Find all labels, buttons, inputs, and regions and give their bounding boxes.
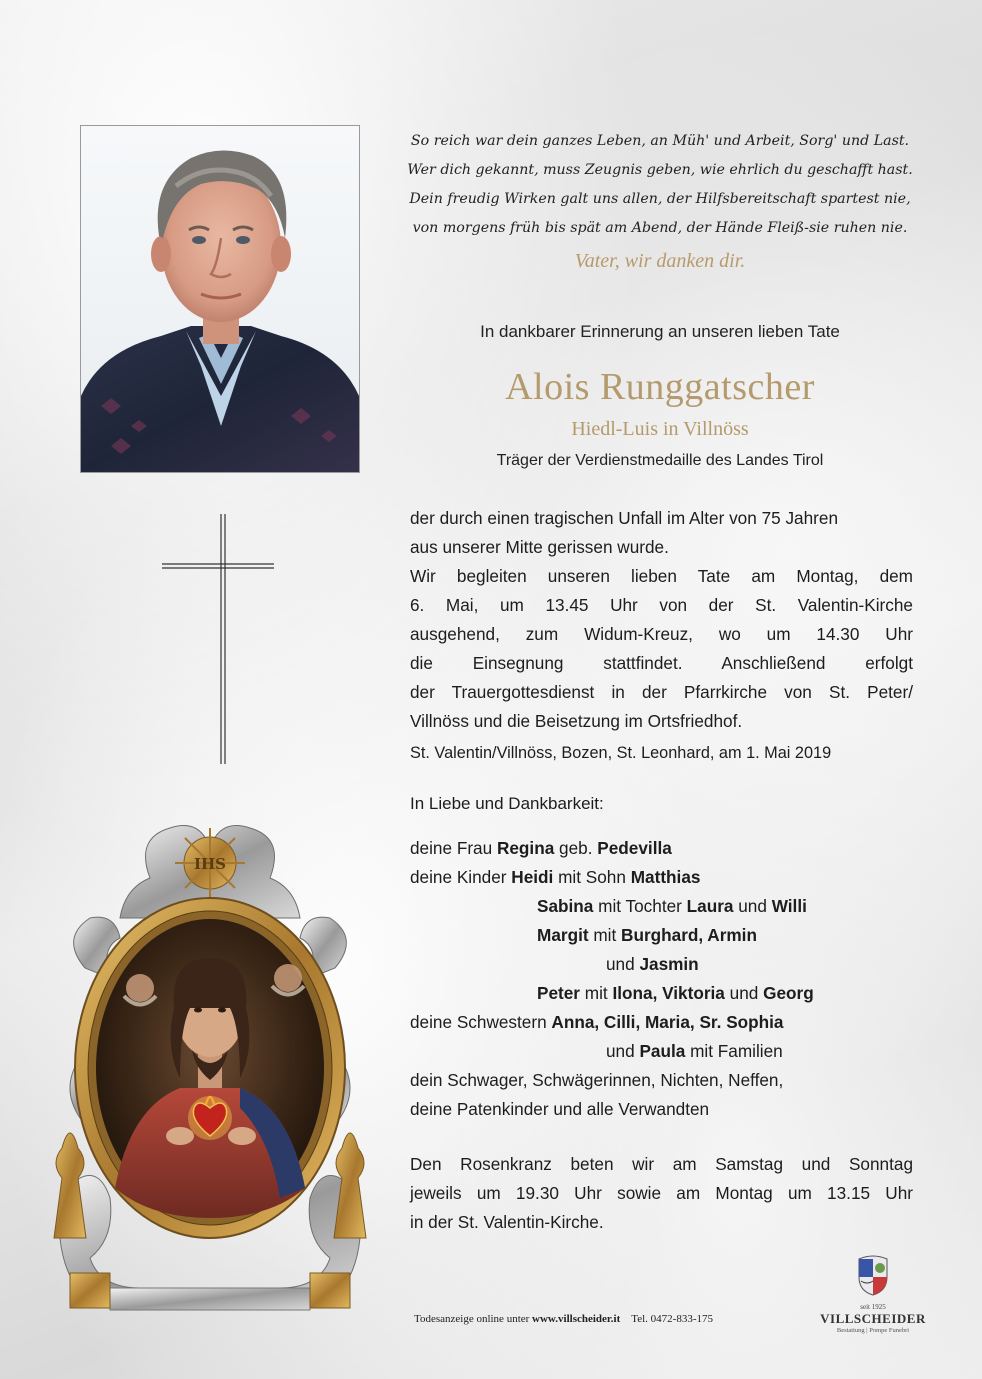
- poem-line: So reich war dein ganzes Leben, an Müh' und Arbeit, Sorg' und Last.: [410, 133, 910, 149]
- mourner-text: mit Familien: [685, 1041, 783, 1061]
- mourner-row: [410, 834, 930, 863]
- mourner-text: deine Schwestern: [410, 1012, 552, 1032]
- rosary-line: Den Rosenkranz beten wir am Samstag und Sonntag: [410, 1154, 913, 1174]
- mourner-name: Willi: [771, 896, 807, 916]
- poem-closing: Vater, wir danken dir.: [574, 250, 746, 272]
- announcement-line: der Trauergottesdienst in der Pfarrkirche von St. Peter/: [410, 682, 913, 702]
- mourner-row: deine Patenkinder und alle Verwandten: [410, 1099, 710, 1119]
- footer-phone: Tel. 0472-833-175: [631, 1313, 713, 1325]
- mourner-text: mit: [580, 983, 613, 1003]
- mourner-text: deine Frau: [410, 838, 497, 858]
- portrait-photo: [80, 125, 360, 473]
- mourner-row: [410, 950, 930, 979]
- mourner-name: Jasmin: [639, 954, 699, 974]
- mourner-text: und: [606, 1041, 640, 1061]
- announcement-text: [410, 504, 913, 736]
- mourner-text: mit: [588, 925, 622, 945]
- mourner-row: [410, 1008, 930, 1037]
- cross-icon: [162, 514, 274, 764]
- mourner-row: [410, 1037, 930, 1066]
- logo-subtitle: Bestattung | Pompe Funebri: [836, 1327, 910, 1334]
- mourner-row: [410, 921, 930, 950]
- mourner-text: und: [724, 983, 764, 1003]
- mourner-name: Ilona, Viktoria: [612, 983, 725, 1003]
- footer-url-link[interactable]: www.villscheider.it: [532, 1313, 621, 1325]
- mourner-name: Anna, Cilli, Maria, Sr. Sophia: [551, 1012, 784, 1032]
- mourner-name: Paula: [639, 1041, 686, 1061]
- footer-online-label: Todesanzeige online unter: [414, 1313, 533, 1325]
- portrait-illustration: [81, 126, 359, 472]
- announcement-line: aus unserer Mitte gerissen wurde.: [410, 537, 669, 557]
- poem-line: Dein freudig Wirken galt uns allen, der Hilfsbereitschaft spartest nie,: [409, 191, 911, 207]
- mourner-text: mit Sohn: [553, 867, 631, 887]
- announcement-line: der durch einen tragischen Unfall im Alter von 75 Jahren: [410, 508, 839, 528]
- mourner-row: [410, 863, 930, 892]
- mourner-row: [410, 979, 930, 1008]
- deceased-name: Alois Runggatscher: [505, 366, 815, 408]
- deceased-honor: Träger der Verdienstmedaille des Landes Tirol: [496, 452, 824, 469]
- ihs-monogram: IHS: [193, 855, 227, 873]
- mourner-text: mit Tochter: [593, 896, 687, 916]
- sacred-heart-icon: [40, 818, 380, 1328]
- mourner-name: Peter: [537, 983, 580, 1003]
- rosary-line: jeweils um 19.30 Uhr sowie am Montag um 13.15 Uhr: [410, 1183, 913, 1203]
- villscheider-logo: [818, 1255, 928, 1334]
- poem-block: [380, 127, 940, 243]
- mourner-row: dein Schwager, Schwägerinnen, Nichten, Neffen,: [410, 1070, 784, 1090]
- mourner-name: Pedevilla: [597, 838, 672, 858]
- poem-line: von morgens früh bis spät am Abend, der Hände Fleiß-sie ruhen nie.: [412, 220, 908, 236]
- announcement-line: ausgehend, zum Widum-Kreuz, wo um 14.30 Uhr: [410, 624, 913, 644]
- poem-line: Wer dich gekannt, muss Zeugnis geben, wie ehrlich du geschafft hast.: [407, 162, 913, 178]
- place-and-date: St. Valentin/Villnöss, Bozen, St. Leonhard, am 1. Mai 2019: [410, 744, 832, 762]
- announcement-line: Wir begleiten unseren lieben Tate am Montag, dem: [410, 566, 913, 586]
- rosary-notice: [410, 1150, 913, 1237]
- footer: [414, 1313, 713, 1325]
- announcement-line: 6. Mai, um 13.45 Uhr von der St. Valentin-Kirche: [410, 595, 913, 615]
- mourner-text: geb.: [554, 838, 598, 858]
- logo-brand: VILLSCHEIDER: [820, 1311, 926, 1326]
- mourner-text: und: [733, 896, 772, 916]
- mourner-name: Sabina: [537, 896, 594, 916]
- announcement-line: Villnöss und die Beisetzung im Ortsfriedhof.: [410, 711, 743, 731]
- mourner-text: deine Kinder: [410, 867, 512, 887]
- mourner-name: Georg: [763, 983, 814, 1003]
- mourner-name: Regina: [496, 838, 555, 858]
- mourner-name: Heidi: [511, 867, 554, 887]
- deceased-nickname: Hiedl-Luis in Villnöss: [571, 418, 749, 440]
- mourner-name: Burghard, Armin: [621, 925, 757, 945]
- memorial-intro: In dankbarer Erinnerung an unseren lieben Tate: [480, 322, 840, 341]
- mourner-name: Margit: [537, 925, 589, 945]
- mourner-row: [410, 892, 930, 921]
- mourner-name: Laura: [686, 896, 734, 916]
- mourner-name: Matthias: [630, 867, 701, 887]
- coat-of-arms-icon: [853, 1255, 893, 1297]
- logo-since: seit 1925: [860, 1303, 886, 1311]
- love-gratitude-line: In Liebe und Dankbarkeit:: [410, 794, 604, 813]
- rosary-line: in der St. Valentin-Kirche.: [410, 1212, 604, 1232]
- announcement-line: die Einsegnung stattfindet. Anschließend erfolgt: [410, 653, 913, 673]
- mourners-list: [410, 834, 930, 1124]
- mourner-text: und: [606, 954, 640, 974]
